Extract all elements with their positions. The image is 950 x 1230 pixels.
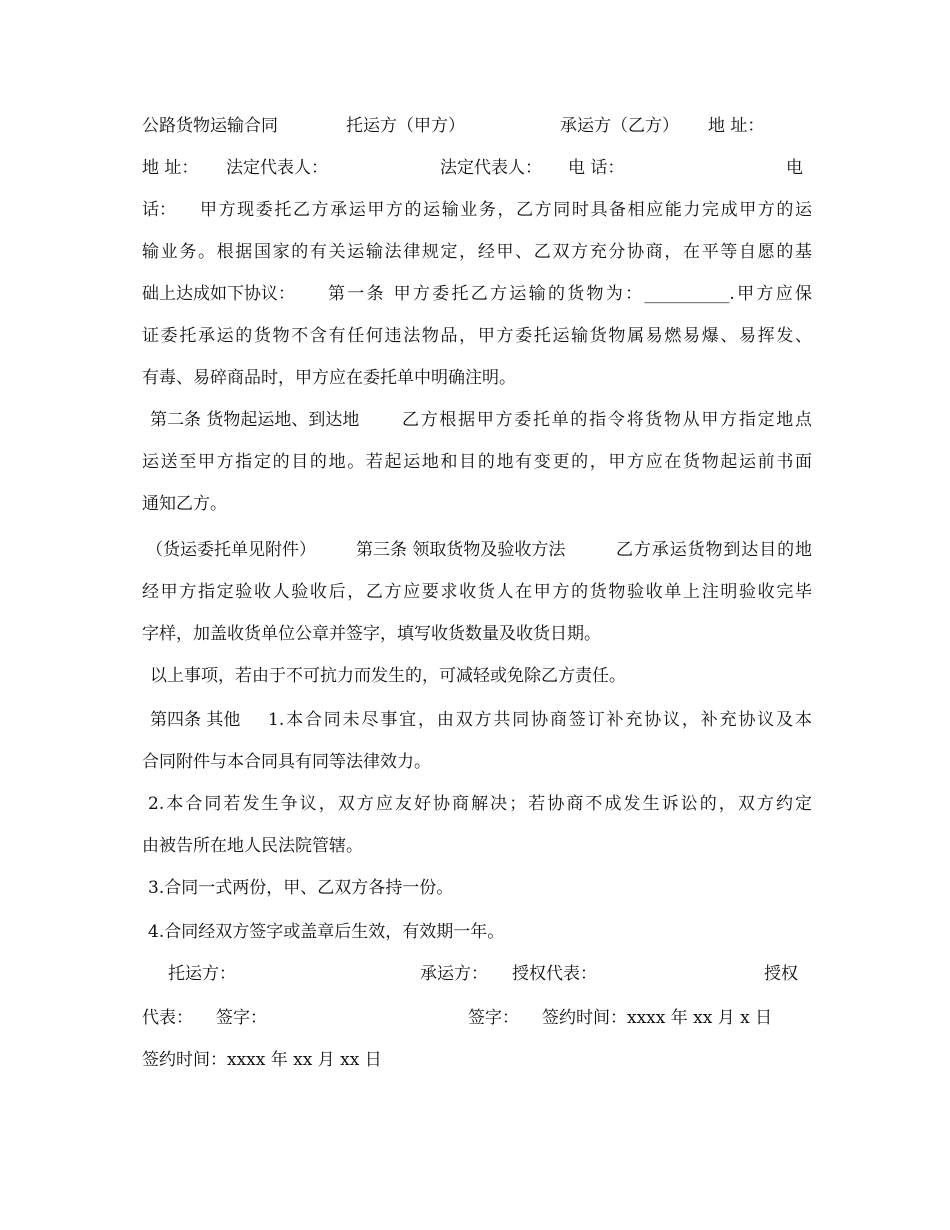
carrier-party-label: 承运方（乙方） bbox=[560, 116, 679, 136]
article3-line: 乙方承运货物到达目的地 bbox=[616, 540, 812, 560]
article3-line: 字样，加盖收货单位公章并签字，填写收货数量及收货日期。 bbox=[142, 624, 601, 644]
article4-item: 4.合同经双方签字或盖章后生效，有效期一年。 bbox=[148, 922, 505, 942]
article2-line: 乙方根据甲方委托单的指令将货物从甲方指定地点 bbox=[402, 410, 812, 430]
sign-label-1: 签字： bbox=[216, 1008, 267, 1028]
intro-line: 甲方现委托乙方承运甲方的运输业务，乙方同时具备相应能力完成甲方的运 bbox=[200, 200, 812, 220]
signing-date-2: 签约时间：xxxx 年 xx 月 xx 日 bbox=[142, 1050, 382, 1070]
auth-rep-label-2-part2: 代表： bbox=[142, 1008, 193, 1028]
contract-title: 公路货物运输合同 bbox=[142, 116, 278, 136]
phone-label-1: 电 话： bbox=[568, 158, 625, 178]
phone-label-2-part1: 电 bbox=[786, 158, 803, 178]
auth-rep-label-2-part1: 授权 bbox=[764, 964, 798, 984]
shipper-party-label: 托运方（甲方） bbox=[346, 116, 465, 136]
article4-heading: 第四条 其他 bbox=[150, 710, 241, 730]
article3-heading: 第三条 领取货物及验收方法 bbox=[356, 540, 566, 560]
legal-rep-label-2: 法定代表人： bbox=[440, 158, 542, 178]
article1-line: 证委托承运的货物不含有任何违法物品，甲方委托运输货物属易燃易爆、易挥发、 bbox=[142, 326, 812, 346]
article4-item: 2.本合同若发生争议，双方应友好协商解决；若协商不成发生诉讼的，双方约定 bbox=[148, 794, 812, 814]
article4-item: 3.合同一式两份，甲、乙双方各持一份。 bbox=[148, 878, 454, 898]
carrier-signature-label: 承运方： bbox=[420, 964, 488, 984]
article2-line: 运送至甲方指定的目的地。若起运地和目的地有变更的，甲方应在货物起运前书面 bbox=[142, 452, 812, 472]
waybill-note: （货运委托单见附件） bbox=[146, 540, 316, 560]
intro-line: 输业务。根据国家的有关运输法律规定，经甲、乙双方充分协商，在平等自愿的基 bbox=[142, 242, 812, 262]
address-label-1: 地 址： bbox=[708, 116, 765, 136]
phone-label-2-part2: 话： bbox=[142, 200, 176, 220]
signing-date-1: 签约时间：xxxx 年 xx 月 x 日 bbox=[542, 1008, 773, 1028]
article3-line: 经甲方指定验收人验收后，乙方应要求收货人在甲方的货物验收单上注明验收完毕 bbox=[142, 582, 812, 602]
sign-label-2: 签字： bbox=[468, 1008, 519, 1028]
article2-heading: 第二条 货物起运地、到达地 bbox=[150, 410, 360, 430]
article4-item: 由被告所在地人民法院管辖。 bbox=[142, 836, 363, 856]
intro-line: 础上达成如下协议： bbox=[142, 284, 295, 304]
article2-line: 通知乙方。 bbox=[142, 494, 227, 514]
shipper-signature-label: 托运方： bbox=[168, 964, 236, 984]
force-majeure-clause: 以上事项，若由于不可抗力而发生的，可减轻或免除乙方责任。 bbox=[150, 666, 626, 686]
legal-rep-label-1: 法定代表人： bbox=[226, 158, 328, 178]
address-label-2: 地 址： bbox=[142, 158, 199, 178]
auth-rep-label-1: 授权代表： bbox=[512, 964, 597, 984]
article1-line: 有毒、易碎商品时，甲方应在委托单中明确注明。 bbox=[142, 368, 516, 388]
article4-item: 1.本合同未尽事宜，由双方共同协商签订补充协议，补充协议及本 bbox=[268, 710, 812, 730]
article1-line: 第一条 甲方委托乙方运输的货物为：__________.甲方应保 bbox=[328, 284, 812, 304]
article4-item: 合同附件与本合同具有同等法律效力。 bbox=[142, 752, 431, 772]
